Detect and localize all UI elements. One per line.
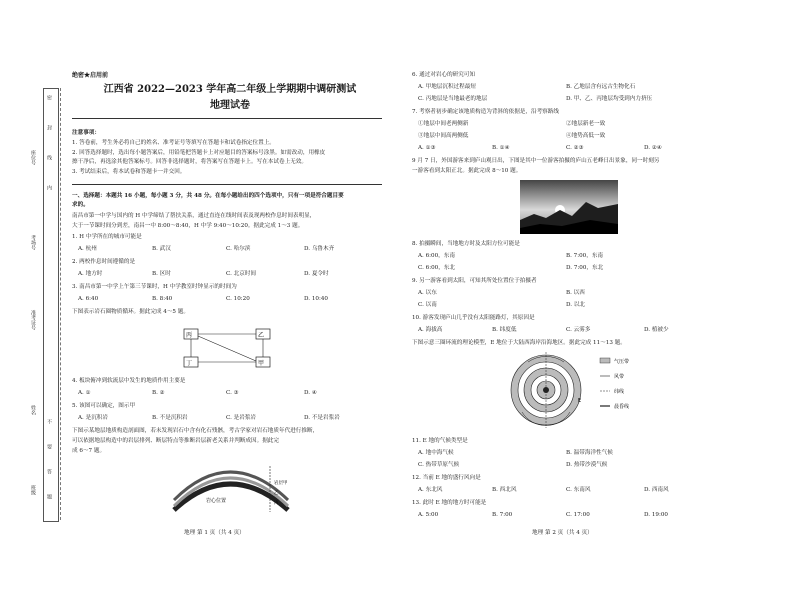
- question-6: 6. 通过对岩心的研究可知: [412, 72, 476, 78]
- option: B. 区时: [152, 271, 171, 277]
- seat-label: 座位号: [30, 150, 36, 165]
- legend-terminator: 晨昏线: [614, 404, 630, 410]
- option: C. 以南: [418, 302, 437, 308]
- option: B. 乙地层含有远古生物化石: [566, 84, 636, 90]
- option: C. 丙地层是当地最老的地层: [418, 96, 488, 102]
- option: D. 植被少: [644, 327, 669, 333]
- label-ding: 丁: [186, 360, 193, 367]
- room-label: 考场号: [30, 235, 36, 250]
- question-12: 12. 当前 E 地的盛行风向是: [412, 475, 481, 481]
- notes-heading: 注意事项：: [72, 130, 100, 136]
- id-label: 准考证号: [30, 310, 36, 330]
- option: B. 8:40: [152, 296, 173, 302]
- label-jia: 甲: [258, 360, 265, 367]
- option: A. 以东: [418, 290, 437, 296]
- question-10: 10. 游客发现庐山几乎没有太阳能路灯，其原因是: [412, 315, 535, 321]
- option: D. ④: [304, 390, 317, 396]
- option: C. 云雾多: [566, 327, 591, 333]
- exam-title: 江西省 2022—2023 学年高二年级上学期期中调研测试: [103, 84, 357, 95]
- option: B. 纬度低: [492, 327, 517, 333]
- option: C. 17:00: [566, 512, 590, 518]
- passage: 9 月 7 日，外国游客来到庐山观日出，下图是其中一位游客拍摄的庐山五老峰日出景象，同一时刻另: [412, 158, 660, 164]
- page-2: [412, 60, 728, 540]
- statement: ①地层中间老两侧新: [418, 121, 469, 127]
- layer-yi: 乙: [274, 491, 279, 496]
- passage: 成 6～7 题。: [72, 448, 106, 454]
- option: C. 是岩浆岩: [226, 415, 257, 421]
- option: B. 7:00: [492, 512, 513, 518]
- question-5: 5. 该图可以确定，图示甲: [72, 403, 136, 409]
- option: A. ①③: [418, 145, 436, 151]
- option: B. 7:00，东南: [566, 253, 604, 259]
- option: B. 武汉: [152, 246, 171, 252]
- option: C. 6:00，东北: [418, 265, 455, 271]
- title-rule: [72, 118, 382, 119]
- strip-char: 要: [46, 444, 52, 449]
- option: A. ①: [78, 390, 91, 396]
- confidential-mark: 绝密★启用前: [72, 72, 109, 79]
- option: A. 6:40: [78, 296, 99, 302]
- option: A. 5:00: [418, 512, 439, 518]
- note-item: 擦干净后，再选涂其他答案标号。回答非选择题时，将答案写在答题卡上。写在本试卷上无效。: [72, 159, 307, 165]
- option: C. 北京时间: [226, 271, 257, 277]
- statement: ②地层新老一致: [566, 121, 606, 127]
- circulation-diagram: [508, 352, 664, 428]
- option: D. 7:00，东北: [566, 265, 604, 271]
- option: C. ②③: [566, 145, 584, 151]
- strip-char: 线: [46, 155, 52, 160]
- passage: 大于一节课时间分到差，南昌一中 8:00～8:40，H 中学 9:40～10:20。据此完成 1～3 题。: [72, 223, 304, 229]
- strip-char: 答: [46, 469, 52, 474]
- core-label: 岩心位置: [206, 498, 227, 504]
- anticline-section: [170, 462, 300, 514]
- class-label: 班级: [30, 485, 36, 495]
- statement: ③地层中间高两侧低: [418, 133, 469, 139]
- strip-char: 密: [46, 95, 52, 100]
- option: A. 甲地层沉积过程最短: [418, 84, 476, 90]
- legend-latitude: 纬线: [614, 389, 625, 395]
- option: D. 以北: [566, 302, 586, 308]
- svg-text:E: E: [578, 398, 582, 404]
- section-heading: 一、选择题：本题共 16 小题，每小题 3 分，共 48 分。在每小题给出的四个选项中，只有一项是符合题目要: [72, 193, 344, 199]
- statement: ④地势高低一致: [566, 133, 606, 139]
- page-footer: 地理 第 1 页（共 4 页）: [184, 530, 245, 536]
- option: D. 甲、乙、丙地层均受到内力挤压: [566, 96, 653, 102]
- passage: 一游客看到太阳正北。据此完成 8～10 题。: [412, 168, 522, 174]
- option: B. 西北风: [492, 487, 517, 493]
- page-footer: 地理 第 2 页（共 4 页）: [532, 530, 593, 536]
- option: D. 不是岩浆岩: [304, 415, 340, 421]
- note-item: 3. 考试结束后，将本试卷和答题卡一并交回。: [72, 169, 186, 175]
- option: C. 哈尔滨: [226, 246, 251, 252]
- option: D. 夏令时: [304, 271, 329, 277]
- option: A. 海拔高: [418, 327, 443, 333]
- passage: 下图示意三圈环流的理论模型，E 地位于大陆西海岸沿海地区。据此完成 11～13 题。: [412, 340, 626, 346]
- option: D. 热带沙漠气候: [566, 462, 608, 468]
- layer-jia: 岩层甲: [274, 481, 288, 486]
- passage: 南昌市第一中学与国内的 H 中学缔结了帮扶关系，通过直连在线时间表及现两校作息时间表明显，: [72, 213, 316, 219]
- label-bing: 丙: [186, 332, 193, 339]
- question-9: 9. 另一游客看到太阳，可知其所处位置位于拍摄者: [412, 278, 537, 284]
- option: D. ②④: [644, 145, 662, 151]
- label-yi: 乙: [258, 332, 265, 339]
- sunrise-photo: [520, 180, 618, 234]
- option: A. 是沉积岩: [78, 415, 108, 421]
- question-4: 4. 板块俯冲到软流层中发生的地质作用主要是: [72, 378, 186, 384]
- option: A. 东北风: [418, 487, 443, 493]
- question-13: 13. 此时 E 地的地方时可能是: [412, 500, 487, 506]
- question-7: 7. 考察者初步确定该地质构造为背斜的依据是，沿考察路线: [412, 109, 559, 115]
- passage: 可以依据地层构造中的岩层排列、断层特点等推断岩层新老关系并判断成因。据此完: [72, 438, 279, 444]
- strip-char: 内: [46, 185, 52, 190]
- option: B. ②: [152, 390, 165, 396]
- option: A. 杭州: [78, 246, 97, 252]
- legend-wind: 风带: [614, 374, 625, 380]
- option: C. 热带草原气候: [418, 462, 460, 468]
- question-1: 1. H 中学所在的城市可能是: [72, 234, 142, 240]
- option: A. 6:00，东南: [418, 253, 455, 259]
- strip-char: 封: [46, 125, 52, 130]
- option: D. 19:00: [644, 512, 668, 518]
- question-2: 2. 两校作息时间遵循的是: [72, 259, 136, 265]
- binding-strip: [43, 88, 59, 522]
- notes-rule: [72, 184, 382, 185]
- question-11: 11. E 地的气候类型是: [412, 438, 468, 444]
- option: C. 10:20: [226, 296, 250, 302]
- page-1: [72, 60, 388, 540]
- rock-cycle-diagram: [180, 323, 276, 373]
- strip-char: 不: [46, 419, 52, 424]
- option: D. 西南风: [644, 487, 669, 493]
- option: A. 地方时: [78, 271, 103, 277]
- name-label: 姓名: [30, 405, 36, 415]
- note-item: 1. 答卷前，考生务必将自己的姓名、准考证号等填写在答题卡和试卷指定位置上。: [72, 140, 275, 146]
- option: D. 乌鲁木齐: [304, 246, 335, 252]
- legend-pressure: 气压带: [614, 359, 630, 365]
- passage: 下图示某地层地质构造剖面图，若未发现岩石中含有化石残骸，考古学家对岩石地质年代进行推断，: [72, 428, 319, 434]
- option: B. ①④: [492, 145, 510, 151]
- note-item: 2. 回答选择题时，选出每小题答案后，用铅笔把答题卡上对应题目的答案标号涂黑。如需改动，用橡皮: [72, 150, 326, 156]
- option: A. 地中海气候: [418, 450, 454, 456]
- section-heading-cont: 求的。: [72, 202, 89, 208]
- cut-line: [60, 88, 61, 520]
- option: C. 东南风: [566, 487, 591, 493]
- option: C. ③: [226, 390, 239, 396]
- strip-char: 题: [46, 494, 52, 499]
- subject-title: 地理试卷: [210, 100, 250, 111]
- option: B. 以西: [566, 290, 585, 296]
- option: B. 不是沉积岩: [152, 415, 188, 421]
- layer-bing: 丙: [274, 501, 279, 506]
- option: D. 10:40: [304, 296, 328, 302]
- question-3: 3. 南昌市第一中学上午第三节课时，H 中学教室时钟显示的时间为: [72, 284, 237, 290]
- passage: 下图表示岩石圈物质循环。据此完成 4～5 题。: [72, 309, 189, 315]
- question-8: 8. 拍摄瞬间，当地地方时及太阳方位可能是: [412, 241, 520, 247]
- option: B. 温带海洋性气候: [566, 450, 613, 456]
